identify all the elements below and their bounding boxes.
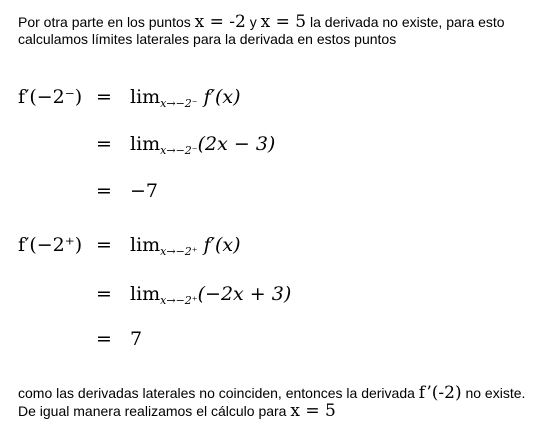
conclusion-line-1	[18, 384, 525, 402]
lim-subscript: x→−2⁺	[160, 294, 198, 307]
lim-subscript: x→−2⁺	[160, 245, 198, 258]
left-limit-row-1	[0, 86, 545, 116]
lim-expression: f′(x)	[203, 234, 241, 256]
conclusion-text-after: no existe.	[461, 385, 526, 401]
right-limit-row-2	[0, 283, 545, 313]
right-limit-row-1	[0, 234, 545, 264]
conclusion-paragraph	[18, 384, 525, 420]
lim-expression: (2x − 3)	[197, 133, 276, 155]
point-a: x = -2	[194, 12, 246, 32]
equals-sign: =	[96, 234, 112, 256]
conclusion-text-before: como las derivadas laterales no coinciden, entonces la derivada	[18, 385, 419, 401]
lim-expression: (−2x + 3)	[197, 283, 292, 305]
intro-text-before: Por otra parte en los puntos	[18, 14, 195, 30]
lim-subscript: x→−2⁻	[160, 97, 198, 110]
right-limit-row-3	[0, 328, 545, 358]
right-limit-result: 7	[130, 328, 143, 350]
lim-operator: lim	[130, 133, 161, 155]
conclusion-expression: f’(-2)	[418, 383, 462, 403]
point-b: x = 5	[260, 12, 307, 32]
right-limit-lhs: f′(−2⁺)	[18, 234, 83, 256]
intro-text-after: la derivada no existe, para esto	[306, 14, 505, 30]
equals-sign: =	[96, 328, 112, 350]
lim-operator: lim	[130, 234, 161, 256]
left-limit-row-3	[0, 180, 545, 210]
equals-sign: =	[96, 283, 112, 305]
equals-sign: =	[96, 133, 112, 155]
lim-operator: lim	[130, 283, 161, 305]
left-limit-result: −7	[130, 180, 159, 202]
conclusion-line-2: De igual manera realizamos el cálculo para x = 5	[18, 401, 336, 421]
intro-paragraph	[18, 14, 505, 48]
left-limit-row-2	[0, 133, 545, 163]
lim-expression: f′(x)	[203, 86, 241, 108]
equals-sign: =	[96, 180, 112, 202]
intro-connector: y	[245, 14, 261, 30]
intro-line-2: calculamos límites laterales para la derivada en estos puntos	[18, 31, 397, 47]
lim-operator: lim	[130, 86, 161, 108]
lim-subscript: x→−2⁻	[160, 144, 198, 157]
intro-line-1	[18, 14, 505, 31]
left-limit-lhs: f′(−2⁻)	[18, 86, 83, 108]
equals-sign: =	[96, 86, 112, 108]
conclusion-line2-expression: x = 5	[290, 401, 336, 421]
